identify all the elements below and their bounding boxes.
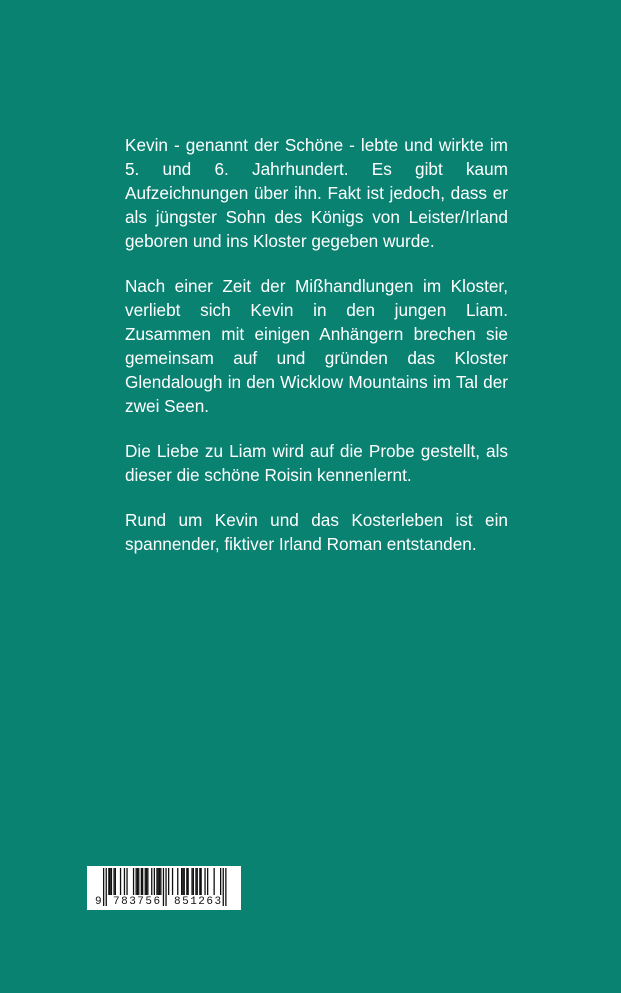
barcode-bar: [158, 868, 159, 895]
barcode-bar: [138, 868, 139, 895]
barcode-bar: [115, 868, 116, 895]
blurb-text: [125, 133, 508, 577]
barcode-bar: [154, 868, 155, 895]
barcode-left-group: 783756: [113, 896, 162, 908]
barcode-bar: [188, 868, 189, 895]
barcode-bar: [110, 868, 111, 895]
barcode-bar: [120, 868, 121, 895]
barcode-bar: [172, 868, 173, 895]
barcode-bar: [184, 868, 185, 895]
barcode-bar: [207, 868, 208, 895]
barcode-bar: [147, 868, 148, 895]
barcode-bar: [177, 868, 178, 895]
barcode-bar: [137, 868, 138, 895]
barcode-bar: [160, 868, 161, 895]
barcode-bar: [136, 868, 137, 895]
blurb-paragraph-3: Die Liebe zu Liam wird auf die Probe gestellt, als dieser die schöne Roisin kennenlernt.: [125, 441, 508, 485]
barcode-bar: [220, 868, 221, 895]
barcode-bar: [182, 868, 183, 895]
barcode-bar: [186, 868, 187, 895]
barcode-bar: [214, 868, 215, 895]
barcode-bar: [113, 868, 114, 895]
barcode-bar: [204, 868, 205, 895]
barcode-bar: [181, 868, 182, 895]
barcode-bar: [199, 868, 200, 895]
barcode-bar: [159, 868, 160, 895]
barcode-bar: [141, 868, 142, 895]
barcode-bar: [146, 868, 147, 895]
isbn-barcode: [87, 866, 241, 910]
barcode-bar: [197, 868, 198, 895]
barcode-bar: [156, 868, 157, 895]
barcode-digits: [87, 895, 241, 909]
barcode-bar: [168, 868, 169, 895]
barcode-bar: [201, 868, 202, 895]
barcode-bar: [126, 868, 127, 895]
barcode-bar: [142, 868, 143, 895]
barcode-bar: [133, 868, 134, 895]
blurb-paragraph-1: Kevin - genannt der Schöne - lebte und wirkte im 5. und 6. Jahrhundert. Es gibt kaum Aufzeichnungen über ihn. Fakt ist jedoch, dass er als jüngster Sohn des Königs von Leister/Irland geboren und ins Kloster gegeben wurde.: [125, 135, 508, 251]
barcode-bar: [195, 868, 196, 895]
barcode-bar: [145, 868, 146, 895]
blurb-paragraph-2: Nach einer Zeit der Mißhandlungen im Kloster, verliebt sich Kevin in den jungen Liam. Zusammen mit einigen Anhängern brechen sie gemeinsam auf und gründen das Kloster Glendalough in den Wicklow Mountains im Tal der zwei Seen.: [125, 276, 508, 416]
barcode-bar: [111, 868, 112, 895]
blurb-paragraph-4: Rund um Kevin und das Kosterleben ist ein spannender, fiktiver Irland Roman entstanden.: [125, 510, 508, 554]
barcode-first-digit: 9: [95, 896, 102, 908]
barcode-bar: [193, 868, 194, 895]
barcode-right-group: 851263: [174, 896, 223, 908]
barcode-bar: [191, 868, 192, 895]
barcode-bar: [151, 868, 152, 895]
barcode-bar: [108, 868, 109, 895]
barcode-bar: [124, 868, 125, 895]
